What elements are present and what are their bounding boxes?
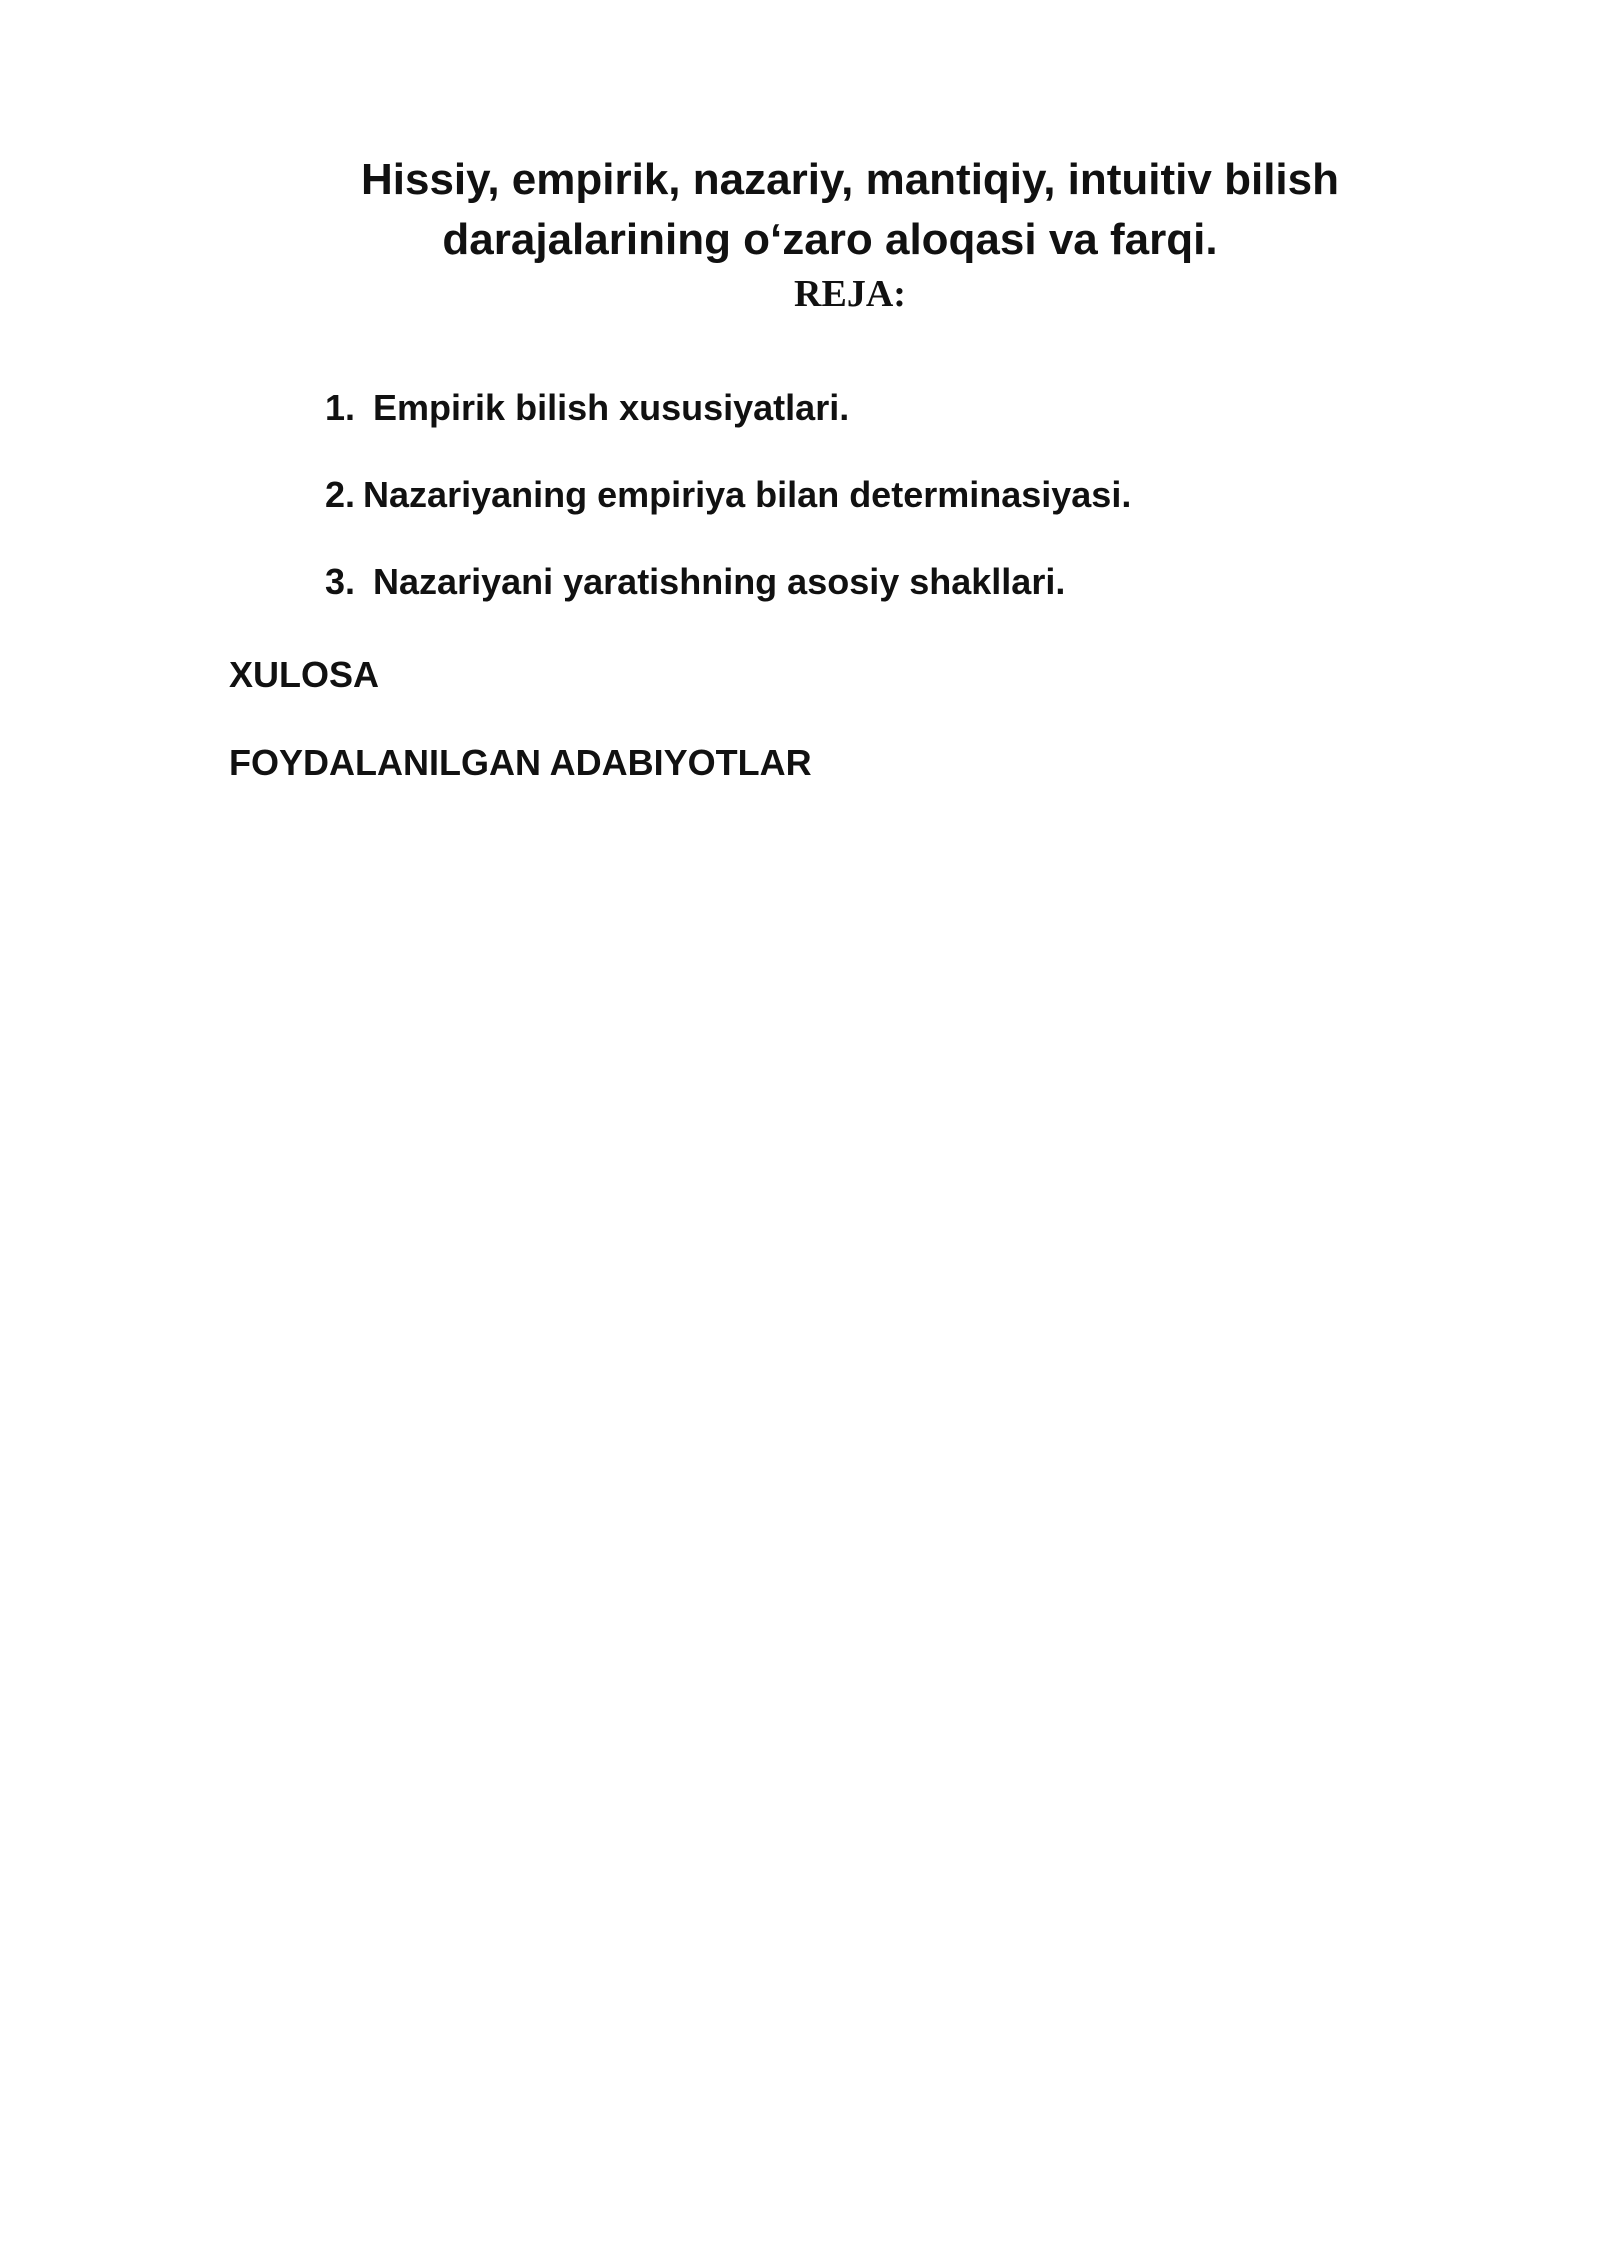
references-heading: FOYDALANILGAN ADABIYOTLAR	[229, 742, 812, 783]
plan-item	[325, 385, 1131, 431]
plan-heading: REJA:	[794, 273, 906, 315]
plan-item-text: Nazariyani yaratishning asosiy shakllari.	[373, 561, 1066, 602]
plan-item-text: Empirik bilish xususiyatlari.	[373, 387, 850, 428]
plan-item-text: Nazariyaning empiriya bilan determinasiyasi.	[363, 474, 1132, 515]
plan-list	[325, 385, 1131, 646]
title-line-1: Hissiy, empirik, nazariy, mantiqiy, intuitiv bilish	[360, 155, 1340, 204]
plan-item-number: 2.	[325, 474, 356, 515]
document-title	[0, 150, 1600, 270]
conclusion-heading: XULOSA	[229, 654, 380, 695]
plan-item	[325, 559, 1131, 605]
plan-item-number: 3.	[325, 561, 356, 602]
plan-item	[325, 472, 1131, 518]
title-line-2: darajalarining o‘zaro aloqasi va farqi.	[442, 215, 1218, 264]
plan-item-number: 1.	[325, 387, 356, 428]
